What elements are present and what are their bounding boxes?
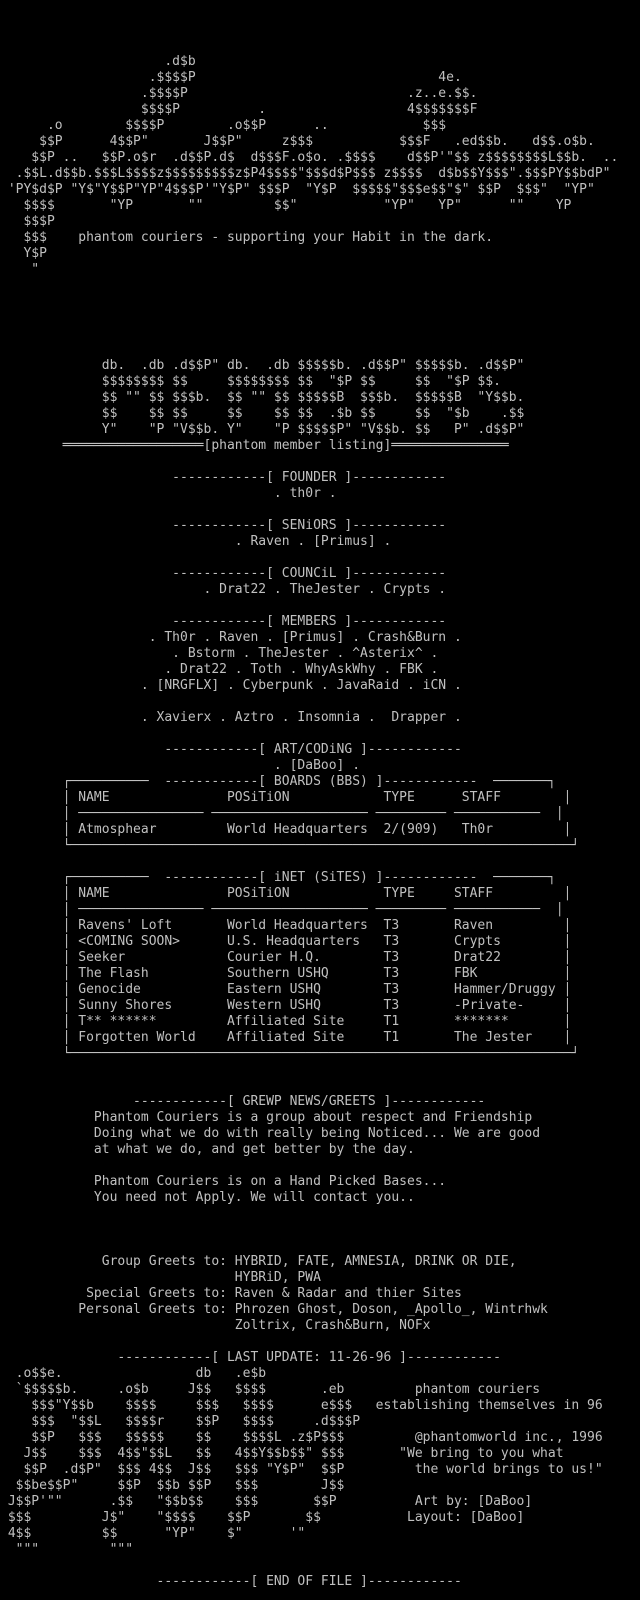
ascii-art-line: $$$$$$$$ $$ $$$$$$$$ $$ "$P $$ $$ "$P $$. bbox=[0, 374, 501, 389]
news-line: Doing what we do with really being Noticed... We are good bbox=[0, 1126, 541, 1141]
inet-table-line: │ NAME POSiTiON TYPE STAFF │ bbox=[0, 886, 572, 901]
inet-table-line: │ The Flash Southern USHQ T3 FBK │ bbox=[0, 966, 572, 981]
inet-table-line: ┌────────── ------------[ iNET (SiTES) ]------------ ───────┐ bbox=[0, 870, 556, 885]
ascii-art-line: $$P 4$$P" J$$P" z$$$ $$$F .ed$$b. d$$.o$b. bbox=[0, 134, 595, 149]
inet-table-line: │ Seeker Courier H.Q. T3 Drat22 │ bbox=[0, 950, 572, 965]
ascii-art-line: " bbox=[0, 262, 40, 277]
member-listing-line: . Raven . [Primus] . bbox=[0, 534, 392, 549]
inet-table-line: │ Ravens' Loft World Headquarters T3 Raven │ bbox=[0, 918, 572, 933]
ascii-art-line: $$P .. $$P.o$r .d$$P.d$ d$$$F.o$o. .$$$$ d$$P'"$$ z$$$$$$$$L$$b. .. bbox=[0, 150, 619, 165]
boards-bbs-table bbox=[0, 774, 640, 854]
inet-table-line: │ <COMING SOON> U.S. Headquarters T3 Crypts │ bbox=[0, 934, 572, 949]
ascii-art-line: .d$b bbox=[0, 54, 196, 69]
inet-table-line: │ T** ****** Affiliated Site T1 ******* │ bbox=[0, 1014, 572, 1029]
ascii-art-line: 'PY$d$P "Y$"Y$$P"YP"4$$$P'"Y$P" $$$P "Y$P $$$$$"$$$e$$"$" $$P $$$" "YP" bbox=[0, 182, 595, 197]
member-listing-line: . Xavierx . Aztro . Insomnia . Drapper . bbox=[0, 710, 462, 725]
member-listing-line bbox=[0, 694, 640, 710]
news-line: Special Greets to: Raven & Radar and thier Sites bbox=[0, 1286, 462, 1301]
footer-line: $$$ J$" "$$$$ $$P $$ Layout: [DaBoo] bbox=[0, 1510, 525, 1525]
news-line: Zoltrix, Crash&Burn, NOFx bbox=[0, 1318, 431, 1333]
boards-table-line: │ ──────────────── ──────────────────── ───────── ─────────── │ bbox=[0, 806, 564, 821]
member-listing-line: ------------[ FOUNDER ]------------ bbox=[0, 470, 447, 485]
ascii-nfo-screen bbox=[0, 54, 640, 1590]
ascii-art-line bbox=[0, 326, 640, 342]
ascii-art-line: .$$$$P 4e. bbox=[0, 70, 462, 85]
footer-line: $$P .d$P" $$$ 4$$ J$$ $$$ "Y$P" $$P the world brings to us!" bbox=[0, 1462, 603, 1477]
footer-line: `$$$$$b. .o$b J$$ $$$$ .eb phantom couriers bbox=[0, 1382, 541, 1397]
ascii-art-line bbox=[0, 294, 640, 310]
member-listing-line: ------------[ COUNCiL ]------------ bbox=[0, 566, 447, 581]
phantom-couriers-logo-art bbox=[0, 54, 640, 438]
news-line bbox=[0, 1334, 640, 1350]
footer-line: J$$P'"" .$$ "$$b$$ $$$ $$P Art by: [DaBoo] bbox=[0, 1494, 533, 1509]
footer-art bbox=[0, 1366, 640, 1590]
inet-table-line: │ Genocide Eastern USHQ T3 Hammer/Druggy │ bbox=[0, 982, 572, 997]
boards-table-line: │ Atmosphear World Headquarters 2/(909) Th0r │ bbox=[0, 822, 572, 837]
news-line: Group Greets to: HYBRID, FATE, AMNESIA, DRINK OR DIE, bbox=[0, 1254, 517, 1269]
ascii-art-line: $$$P bbox=[0, 214, 55, 229]
member-listing-line bbox=[0, 550, 640, 566]
ascii-art-line bbox=[0, 310, 640, 326]
news-line: ------------[ LAST UPDATE: 11-26-96 ]------------ bbox=[0, 1350, 501, 1365]
news-line: Personal Greets to: Phrozen Ghost, Doson, _Apollo_, Wintrhwk bbox=[0, 1302, 548, 1317]
member-listing-line: . [DaBoo] . bbox=[0, 758, 361, 773]
ascii-art-line: $$$$ "YP "" $$" "YP" YP" "" YP bbox=[0, 198, 572, 213]
footer-line: """ """ bbox=[0, 1542, 134, 1557]
boards-table-line: │ NAME POSiTiON TYPE STAFF │ bbox=[0, 790, 572, 805]
boards-table-line: └────────────────────────────────────────────────────────────────┘ bbox=[0, 838, 580, 853]
member-listing-line: ------------[ SENiORS ]------------ bbox=[0, 518, 447, 533]
member-listing-line: ------------[ MEMBERS ]------------ bbox=[0, 614, 447, 629]
spacer bbox=[0, 1062, 640, 1078]
member-listing-line: . th0r . bbox=[0, 486, 337, 501]
member-listing-line bbox=[0, 454, 640, 470]
ascii-art-line: $$ "" $$ $$$b. $$ "" $$ $$$$$B $$$b. $$$$$B "Y$$b. bbox=[0, 390, 525, 405]
news-line: HYBRiD, PWA bbox=[0, 1270, 321, 1285]
member-listing-line: ------------[ ART/CODiNG ]------------ bbox=[0, 742, 462, 757]
news-line: Phantom Couriers is on a Hand Picked Bases... bbox=[0, 1174, 447, 1189]
member-listing-line bbox=[0, 598, 640, 614]
footer-line: J$$ $$$ 4$$"$$L $$ 4$$Y$$b$$" $$$ "We bring to you what bbox=[0, 1446, 564, 1461]
member-listing-line bbox=[0, 502, 640, 518]
member-listing-line: . Drat22 . TheJester . Crypts . bbox=[0, 582, 447, 597]
footer-line: $$$"Y$$b $$$$ $$$ $$$$ e$$$ establishing themselves in 96 bbox=[0, 1398, 603, 1413]
ascii-art-line: $$ $$ $$ $$ $$ $$ .$b $$ $$ "$b .$$ bbox=[0, 406, 525, 421]
inet-table-line: │ ──────────────── ──────────────────── ───────── ─────────── │ bbox=[0, 902, 564, 917]
boards-table-line: ┌────────── ------------[ BOARDS (BBS) ]------------ ───────┐ bbox=[0, 774, 556, 789]
ascii-art-line: .$$$$P .z..e.$$. bbox=[0, 86, 478, 101]
news-line bbox=[0, 1222, 640, 1238]
news-line: Phantom Couriers is a group about respect and Friendship bbox=[0, 1110, 533, 1125]
member-listing bbox=[0, 438, 640, 774]
footer-line: .o$$e. db .e$b bbox=[0, 1366, 267, 1381]
spacer bbox=[0, 1078, 640, 1094]
ascii-art-line bbox=[0, 278, 640, 294]
ascii-art-line: Y$P bbox=[0, 246, 47, 261]
news-line: ------------[ GREWP NEWS/GREETS ]------------ bbox=[0, 1094, 486, 1109]
member-listing-line: . Drat22 . Toth . WhyAskWhy . FBK . bbox=[0, 662, 439, 677]
footer-line: ------------[ END OF FILE ]------------ bbox=[0, 1574, 462, 1589]
footer-line: $$P $$$ $$$$$ $$ $$$$L .z$P$$$ @phantomworld inc., 1996 bbox=[0, 1430, 603, 1445]
news-line bbox=[0, 1158, 640, 1174]
member-listing-line: . [NRGFLX] . Cyberpunk . JavaRaid . iCN . bbox=[0, 678, 462, 693]
ascii-art-line: $$$ phantom couriers - supporting your Habit in the dark. bbox=[0, 230, 494, 245]
news-line bbox=[0, 1238, 640, 1254]
inet-table-line: │ Forgotten World Affiliated Site T1 The Jester │ bbox=[0, 1030, 572, 1045]
footer-line: $$be$$P" $$P $$b $$P $$$ J$$ bbox=[0, 1478, 345, 1493]
ascii-art-line: .$$L.d$$b.$$$L$$$$z$$$$$$$$$z$P4$$$$"$$$d$P$$$ z$$$$ d$b$$Y$$$".$$$PY$$bdP" bbox=[0, 166, 611, 181]
ascii-art-line: .o $$$$P .o$$P .. $$$ bbox=[0, 118, 447, 133]
member-listing-line: . Bstorm . TheJester . ^Asterix^ . bbox=[0, 646, 439, 661]
news-line: You need not Apply. We will contact you.. bbox=[0, 1190, 415, 1205]
footer-line bbox=[0, 1558, 640, 1574]
inet-table-line: └────────────────────────────────────────────────────────────────┘ bbox=[0, 1046, 580, 1061]
spacer bbox=[0, 854, 640, 870]
news-line: at what we do, and get better by the day. bbox=[0, 1142, 415, 1157]
group-news-greets bbox=[0, 1094, 640, 1366]
footer-line: 4$$ $$ "YP" $" '" bbox=[0, 1526, 306, 1541]
inet-sites-table bbox=[0, 870, 640, 1062]
ascii-art-line: Y" "P "V$$b. Y" "P $$$$$P" "V$$b. $$ P" .d$$P" bbox=[0, 422, 525, 437]
member-listing-line: . Th0r . Raven . [Primus] . Crash&Burn . bbox=[0, 630, 462, 645]
footer-line: $$$ "$$L $$$$r $$P $$$$ .d$$$P bbox=[0, 1414, 361, 1429]
inet-table-line: │ Sunny Shores Western USHQ T3 -Private- │ bbox=[0, 998, 572, 1013]
ascii-art-line bbox=[0, 342, 640, 358]
member-listing-line: ══════════════════[phantom member listing]═══════════════ bbox=[0, 438, 509, 453]
member-listing-line bbox=[0, 726, 640, 742]
ascii-art-line: $$$$P . 4$$$$$$$F bbox=[0, 102, 478, 117]
news-line bbox=[0, 1206, 640, 1222]
ascii-art-line: db. .db .d$$P" db. .db $$$$$b. .d$$P" $$$$$b. .d$$P" bbox=[0, 358, 525, 373]
